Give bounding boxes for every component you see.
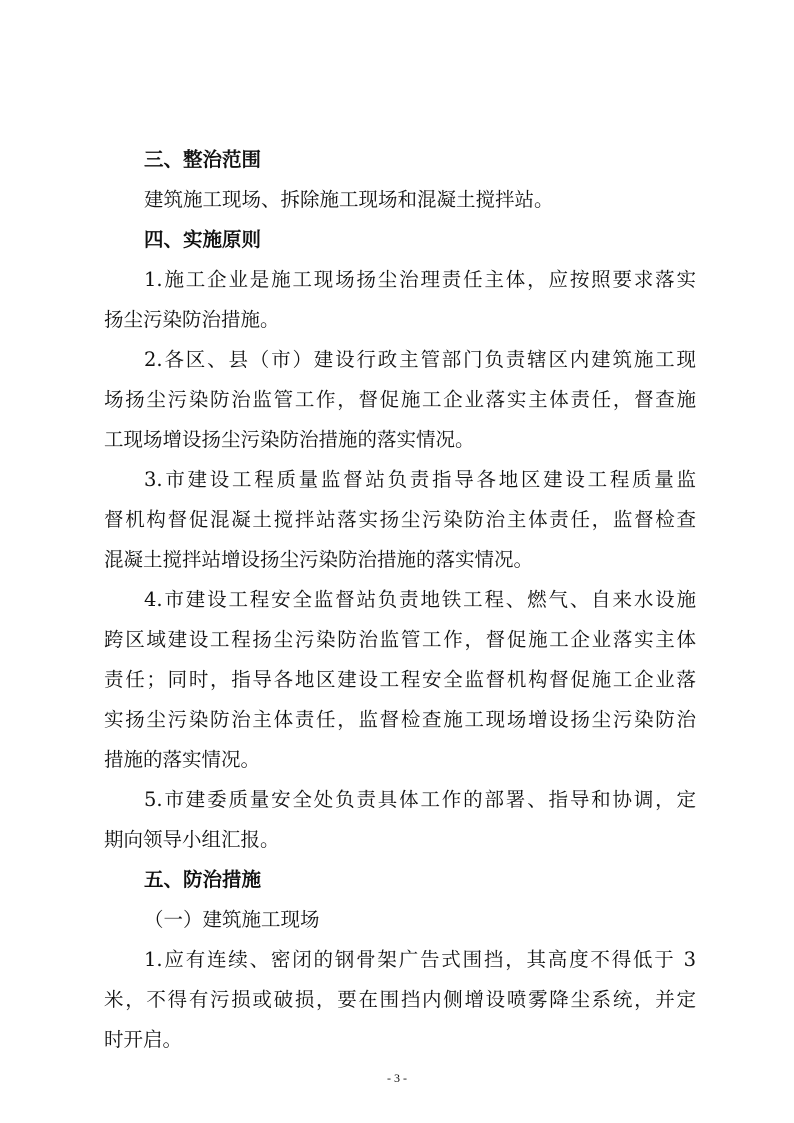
principle-4-line-5: 措施的落实情况。 (104, 748, 261, 771)
principle-3-line-2: 督机构督促混凝土搅拌站落实扬尘污染防治主体责任，监督检查 (104, 508, 696, 531)
page-number: - 3 - (387, 1071, 407, 1085)
principle-2-line-1: 2.各区、县（市）建设行政主管部门负责辖区内建筑施工现 (144, 348, 696, 371)
section-heading-principles: 四、实施原则 (144, 228, 262, 251)
principle-3-line-1: 3.市建设工程质量监督站负责指导各地区建设工程质量监 (144, 468, 696, 491)
scope-text: 建筑施工现场、拆除施工现场和混凝土搅拌站。 (144, 188, 554, 211)
section-heading-scope: 三、整治范围 (144, 148, 262, 171)
measure-1-line-3: 时开启。 (104, 1028, 183, 1051)
principle-3-line-3: 混凝土搅拌站增设扬尘污染防治措施的落实情况。 (104, 548, 534, 571)
principle-1-line-1: 1.施工企业是施工现场扬尘治理责任主体，应按照要求落实 (144, 268, 696, 291)
principle-4-line-1: 4.市建设工程安全监督站负责地铁工程、燃气、自来水设施 (144, 588, 696, 611)
principle-4-line-2: 跨区域建设工程扬尘污染防治监管工作，督促施工企业落实主体 (104, 628, 696, 651)
measure-1-line-1: 1.应有连续、密闭的钢骨架广告式围挡，其高度不得低于 3 (144, 948, 696, 971)
subsection-heading-construction-site: （一）建筑施工现场 (144, 908, 320, 931)
section-heading-measures: 五、防治措施 (144, 868, 262, 891)
principle-2-line-3: 工现场增设扬尘污染防治措施的落实情况。 (104, 428, 475, 451)
principle-4-line-4: 实扬尘污染防治主体责任，监督检查施工现场增设扬尘污染防治 (104, 708, 696, 731)
principle-5-line-2: 期向领导小组汇报。 (104, 828, 280, 851)
principle-2-line-2: 场扬尘污染防治监管工作，督促施工企业落实主体责任，督查施 (104, 388, 696, 411)
principle-5-line-1: 5.市建委质量安全处负责具体工作的部署、指导和协调，定 (144, 788, 696, 811)
measure-1-line-2: 米，不得有污损或破损，要在围挡内侧增设喷雾降尘系统，并定 (104, 988, 696, 1011)
principle-4-line-3: 责任；同时，指导各地区建设工程安全监督机构督促施工企业落 (104, 668, 696, 691)
principle-1-line-2: 扬尘污染防治措施。 (104, 308, 280, 331)
